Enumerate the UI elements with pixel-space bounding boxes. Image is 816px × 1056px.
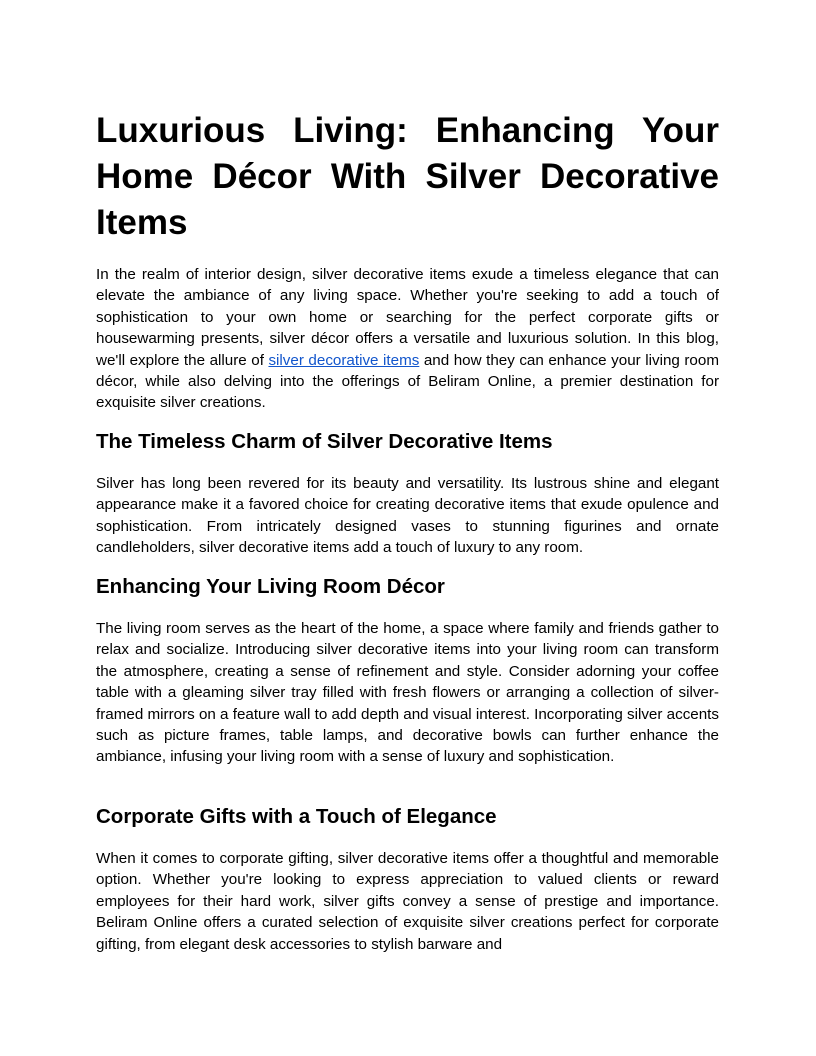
intro-text-before-link: In the realm of interior design, silver decorative items exude a timeless elegance that can elevate the ambiance of any living space. Whether you're seeking to add a touch of sophistication to your own home or searching for the perfect corporate gifts or housewarming presents, silver décor offers a versatile and luxurious solution. In this blog, we'll explore the allure of bbox=[96, 266, 719, 369]
section-heading-living-room: Enhancing Your Living Room Décor bbox=[96, 575, 445, 598]
section-body-living-room: The living room serves as the heart of the home, a space where family and friends gather to relax and socialize. Introducing silver decorative items into your living room can transform the atmosphere, creating a sense of refinement and style. Consider adorning your coffee table with a gleaming silver tray filled with fresh flowers or arranging a collection of silver-framed mirrors on a feature wall to add depth and visual interest. Incorporating silver accents such as picture frames, table lamps, and decorative bowls can further enhance the ambiance, infusing your living room with a sense of luxury and sophistication. bbox=[96, 620, 719, 766]
intro-paragraph bbox=[96, 264, 719, 414]
section-body-timeless-charm: Silver has long been revered for its beauty and versatility. Its lustrous shine and elegant appearance make it a favored choice for creating decorative items that exude opulence and sophistication. From intricately designed vases to stunning figurines and ornate candleholders, silver decorative items add a touch of luxury to any room. bbox=[96, 475, 719, 557]
section-heading-timeless-charm: The Timeless Charm of Silver Decorative Items bbox=[96, 430, 553, 453]
intro-text-after-link: and how they can enhance your living room décor, while also delving into the offerings of Beliram Online, a premier destination for exquisite silver creations. bbox=[96, 351, 719, 412]
silver-decorative-items-link[interactable]: silver decorative items bbox=[268, 351, 420, 369]
section-body-corporate-gifts: When it comes to corporate gifting, silver decorative items offer a thoughtful and memorable option. Whether you're looking to express appreciation to valued clients or reward employees for their hard work, silver gifts convey a sense of prestige and importance. Beliram Online offers a curated selection of exquisite silver creations perfect for corporate gifting, from elegant desk accessories to stylish barware and bbox=[96, 850, 719, 953]
article-title: Luxurious Living: Enhancing Your Home Décor With Silver Decorative Items bbox=[96, 111, 719, 242]
section-heading-corporate-gifts: Corporate Gifts with a Touch of Elegance bbox=[96, 805, 497, 828]
